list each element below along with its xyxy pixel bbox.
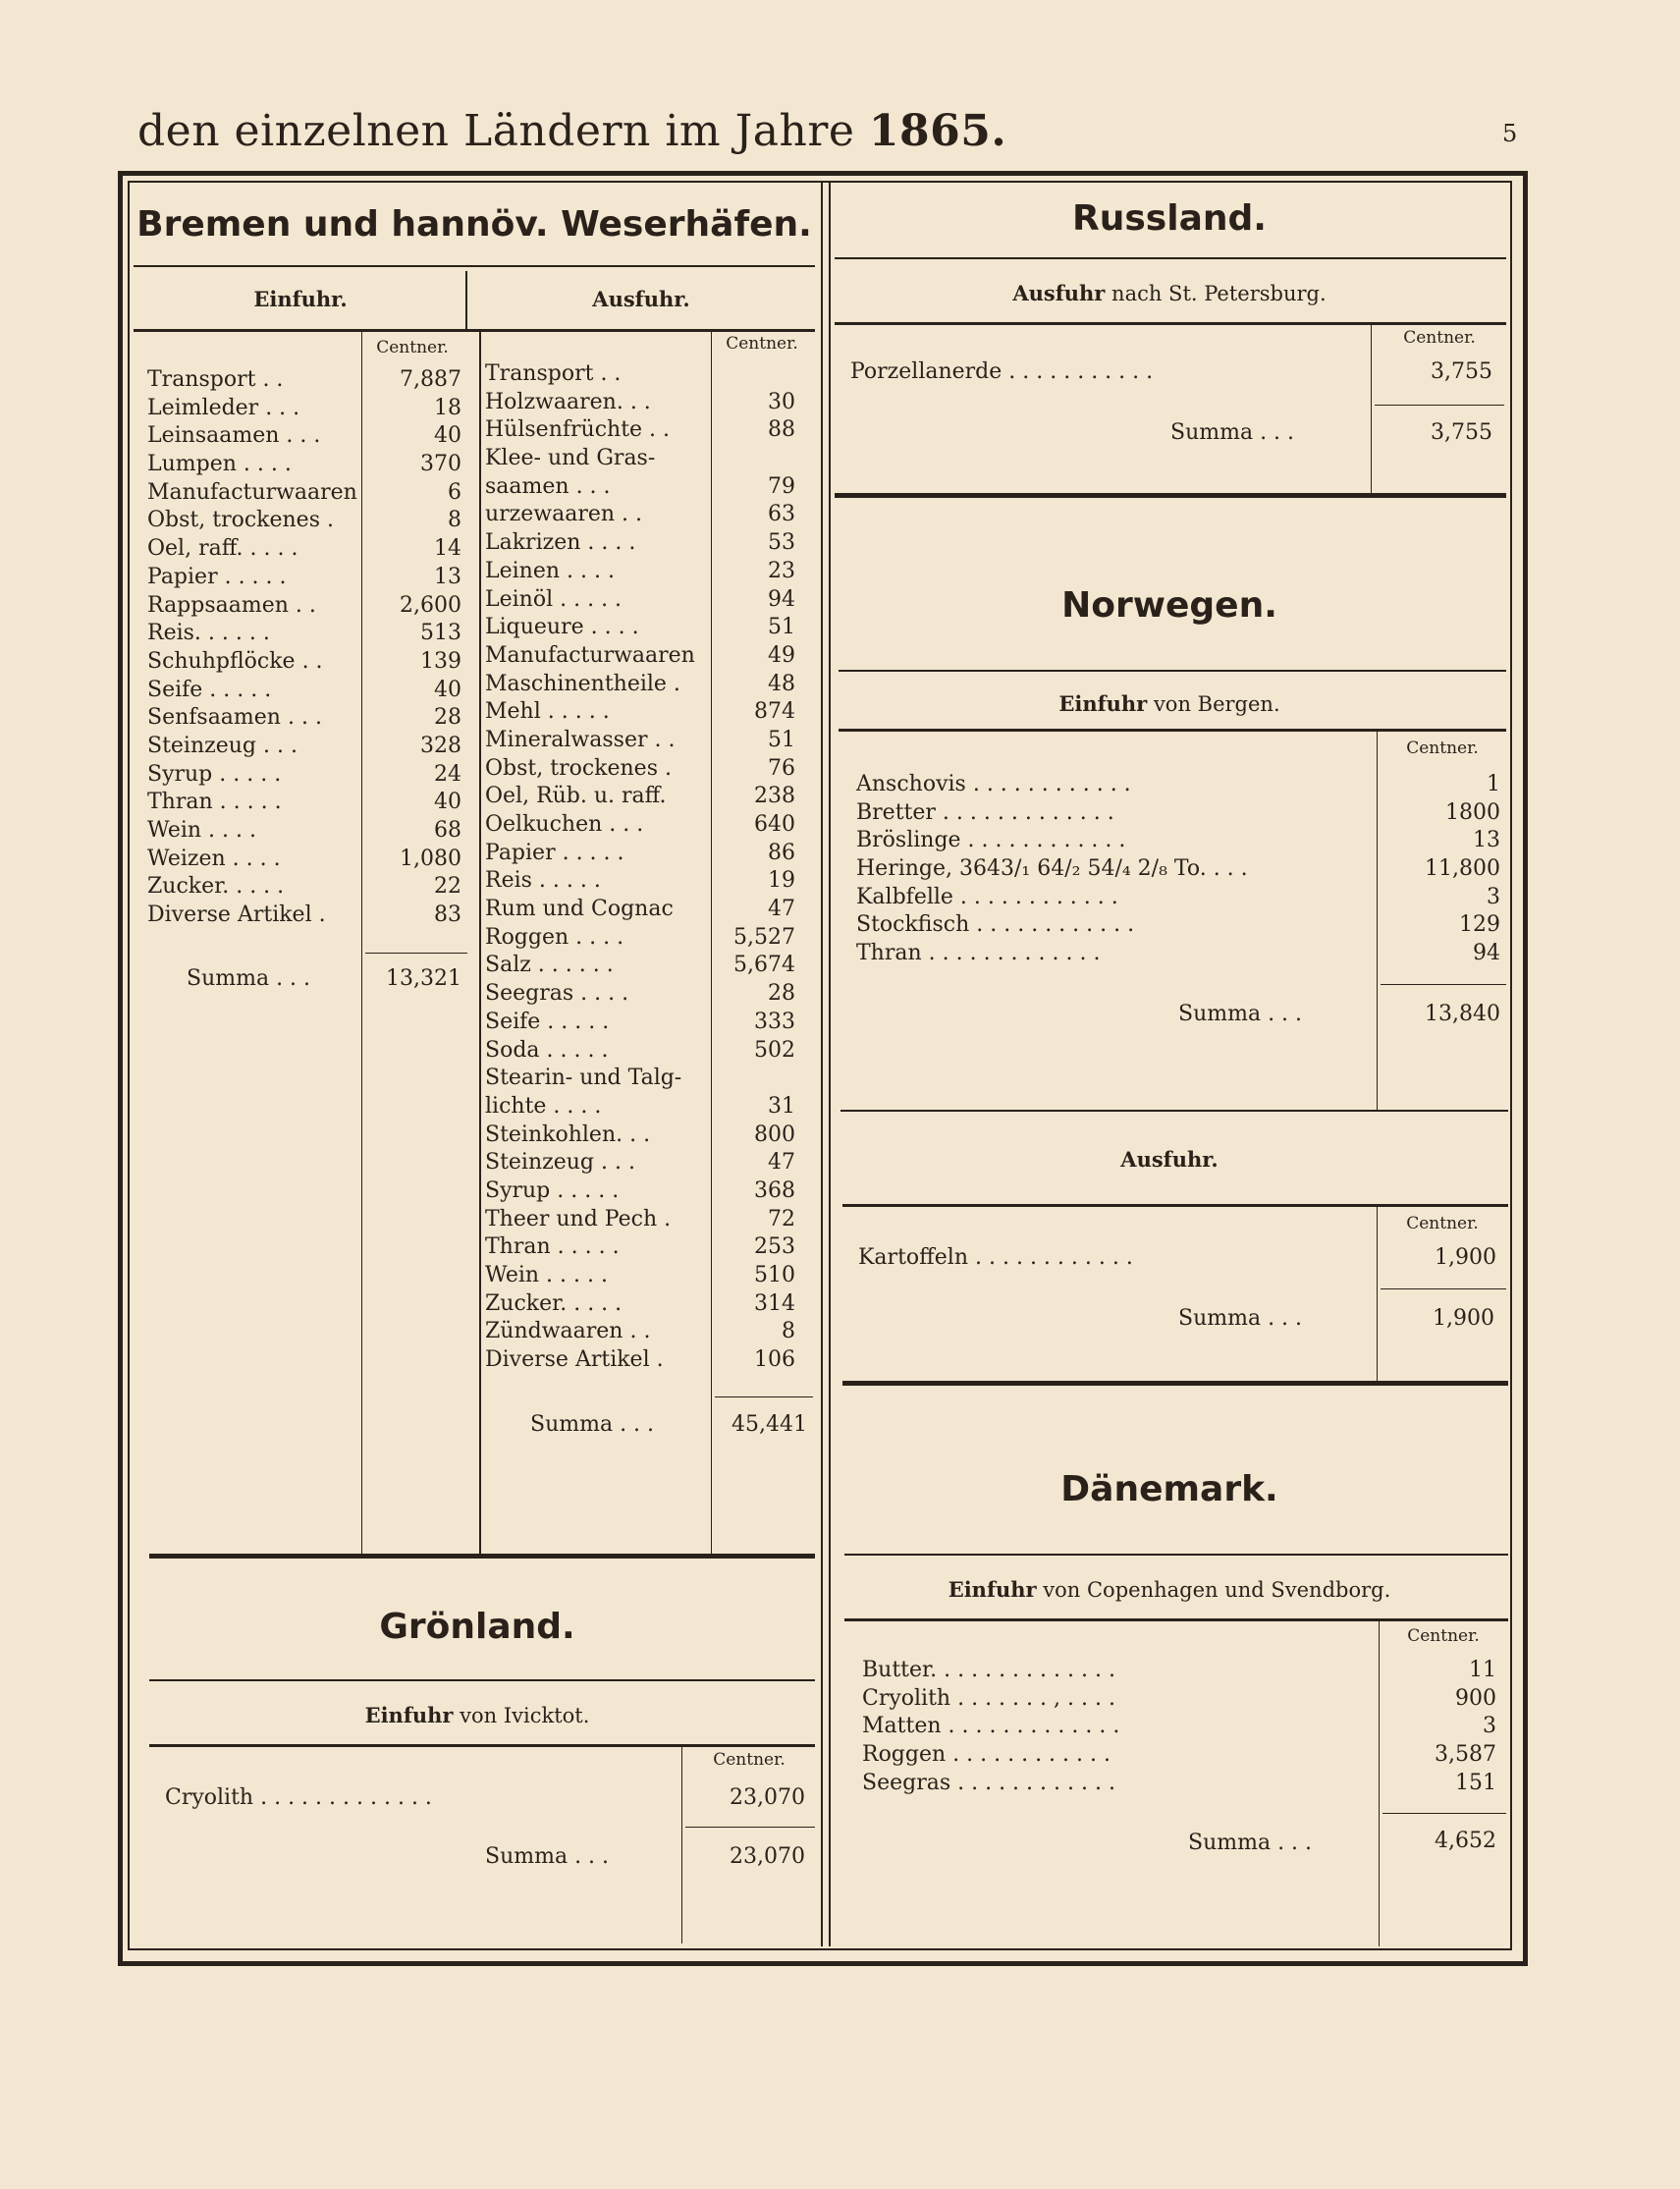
russland-unit: Centner. [1403,328,1476,348]
table-row [147,508,461,536]
norwegen-ausfuhr-header-rule [842,1204,1508,1207]
bremen-title: Bremen und hannöv. Weserhäfen. [136,204,812,245]
row-value: 5,674 [733,953,795,978]
table-row [485,615,803,643]
russland-subtitle-rest: nach St. Petersburg. [1111,282,1327,305]
row-value: 51 [768,727,795,752]
daenemark-title: Dänemark. [1060,1469,1278,1509]
daenemark-summa: 4,652 [1435,1829,1496,1853]
row-value: 6 [448,479,461,505]
table-row [485,756,803,785]
row-name: Salz . . . . . . [485,953,614,978]
page-header-text: den einzelnen Ländern im Jahre [137,106,855,156]
row-name: urzewaaren . . [485,502,643,527]
russland-title-rule [835,257,1506,259]
row-name: Theer und Pech . [485,1206,672,1231]
daenemark-unit: Centner. [1407,1626,1480,1646]
row-value: 800 [754,1122,795,1147]
row-name: Lumpen . . . . [147,452,292,477]
row-name: Butter. . . . . . . . . . . . . . [862,1658,1115,1682]
table-row [485,981,803,1010]
table-row [856,885,1500,913]
russland-summa: 3,755 [1431,420,1492,445]
row-name: Leinsaamen . . . [147,423,321,449]
row-value: 238 [754,784,795,809]
table-row [485,1038,803,1067]
bremen-header-rule [134,329,815,332]
row-name: Thran . . . . . [147,790,282,815]
row-name: Lakrizen . . . . [485,530,636,556]
row-value: 640 [754,812,795,837]
row-value: 7,887 [400,367,461,392]
table-row [485,1207,803,1235]
russland-sum-rule [1375,405,1504,406]
row-name: Thran . . . . . . . . . . . . . [856,941,1101,966]
row-name: Diverse Artikel . [147,903,326,928]
row-name: Bröslinge . . . . . . . . . . . . [856,828,1126,853]
row-value: 28 [768,981,795,1007]
row-name: Seife . . . . . [147,677,272,702]
row-value: 51 [768,615,795,640]
table-row [485,728,803,756]
row-name: Syrup . . . . . [485,1177,620,1203]
table-row [147,705,461,734]
table-row [862,1686,1502,1715]
table-row [485,1319,803,1347]
row-value: 129 [1459,912,1500,938]
row-value: 900 [1455,1685,1496,1711]
table-row [485,390,803,418]
row-name: Wein . . . . [147,818,256,843]
table-row [485,1234,803,1263]
norwegen-einfuhr-summa: 13,840 [1425,1002,1500,1026]
norwegen-unit: Centner. [1406,739,1479,758]
row-name: Kalbfelle . . . . . . . . . . . . [856,884,1118,909]
row-value: 76 [768,755,795,781]
bremen-ausfuhr-unit: Centner. [726,334,798,354]
row-name: Zündwaaren . . [485,1319,651,1344]
table-row [862,1742,1502,1771]
table-row [147,396,461,424]
bremen-einfuhr-unit: Centner. [376,338,449,357]
page-header [137,106,1006,156]
row-value: 72 [768,1206,795,1231]
norwegen-bottom-rule [842,1381,1508,1386]
row-value: 63 [768,502,795,527]
row-value: 22 [434,874,461,900]
row-name: Rappsaamen . . [147,592,316,618]
row-name: Matten . . . . . . . . . . . . . [862,1714,1120,1739]
groenland-subtitle-rest: von Ivicktot. [460,1704,590,1727]
row-name: Diverse Artikel . [485,1347,664,1373]
row-value: 2,600 [400,592,461,618]
row-value: 13 [434,564,461,589]
russland-title: Russland. [1072,198,1267,239]
row-name: Manufacturwaaren [485,642,695,668]
table-row [147,621,461,649]
table-row [856,941,1500,969]
norwegen-einfuhr-list [856,772,1500,969]
row-name: Reis. . . . . . [147,621,270,646]
norwegen-subtitle [831,691,1508,716]
column-divider-left [821,181,823,1946]
row-value: 370 [420,452,461,477]
row-value: 23 [768,558,795,583]
row-name: Zucker. . . . . [147,874,285,900]
table-row [862,1714,1502,1742]
row-name: Mehl . . . . . [485,699,610,725]
norwegen-subtitle-rest: von Bergen. [1153,692,1280,716]
row-value: 19 [768,868,795,894]
row-value: 30 [768,389,795,414]
table-row [147,536,461,565]
row-name: Bretter . . . . . . . . . . . . . [856,799,1114,825]
row-value: 874 [754,699,795,725]
norwegen-ausfuhr-summa-label: Summa . . . [1178,1306,1303,1331]
row-name: saamen . . . [485,473,611,499]
row-name: Leinöl . . . . . [485,586,623,612]
daenemark-subtitle-rest: von Copenhagen und Svendborg. [1043,1578,1391,1602]
bremen-einfuhr-sum-rule [365,953,467,954]
row-value: 328 [420,733,461,758]
row-name: Heringe, 3643/₁ 64/₂ 54/₄ 2/₈ To. . . . [856,856,1248,882]
row-name: Oel, Rüb. u. raff. [485,784,667,809]
table-row [485,953,803,981]
table-row [147,790,461,818]
row-value: 510 [754,1263,795,1287]
row-name: Oel, raff. . . . . [147,536,298,562]
row-name: Steinkohlen. . . [485,1122,651,1147]
table-row [147,452,461,480]
row-value: 106 [754,1347,795,1373]
row-value: 48 [768,671,795,696]
row-name: Holzwaaren. . . [485,389,651,414]
row-value: 13 [1473,828,1500,853]
table-row [165,1785,805,1813]
row-name: Weizen . . . . [147,846,281,871]
bremen-ausfuhr-summa-label: Summa . . . [530,1412,655,1437]
groenland-sum-rule [685,1827,815,1828]
norwegen-mid-rule [840,1110,1508,1112]
table-row [856,828,1500,856]
table-row [485,559,803,587]
row-value: 3,587 [1435,1742,1496,1768]
row-name: Senfsaamen . . . [147,705,322,731]
row-value: 86 [768,840,795,865]
bremen-ausfuhr-list [485,361,803,1376]
row-value: 8 [782,1319,795,1344]
row-name: Anschovis . . . . . . . . . . . . [856,772,1131,796]
row-name: Seegras . . . . . . . . . . . . [862,1770,1115,1795]
row-value: 40 [434,423,461,449]
table-row [485,784,803,812]
table-row [147,874,461,903]
row-value: 53 [768,530,795,556]
table-row [485,699,803,728]
groenland-value-rule [681,1747,682,1943]
row-name: Rum und Cognac [485,897,674,922]
row-value: 40 [434,677,461,702]
table-row [147,903,461,931]
norwegen-ausfuhr-list [858,1245,1500,1273]
table-row [147,423,461,452]
row-value: 513 [420,621,461,646]
row-value: 314 [754,1290,795,1316]
table-row [485,812,803,841]
row-name: Roggen . . . . . . . . . . . . [862,1742,1111,1768]
row-value: 68 [434,818,461,843]
table-row [147,480,461,509]
row-value: 79 [768,473,795,499]
row-value: 1,900 [1435,1245,1496,1270]
russland-summa-label: Summa . . . [1170,420,1295,445]
row-name: Stockfisch . . . . . . . . . . . . [856,912,1135,938]
row-name: Klee- und Gras- [485,446,656,471]
row-name: Kartoffeln . . . . . . . . . . . . [858,1245,1133,1270]
row-value: 31 [768,1093,795,1119]
row-value: 94 [768,586,795,612]
table-row [862,1658,1502,1686]
row-name: Leinen . . . . [485,558,615,583]
page-header-year: 1865. [868,106,1007,156]
row-name: Liqueure . . . . [485,615,639,640]
table-row [485,587,803,616]
table-row [485,672,803,700]
column-divider-right [829,181,831,1946]
row-name: Seife . . . . . [485,1009,610,1034]
row-name: Papier . . . . . [147,564,287,589]
row-value: 49 [768,642,795,668]
row-value: 139 [420,648,461,674]
groenland-title-rule [149,1679,815,1681]
russland-header-rule [835,322,1506,325]
row-value: 24 [434,761,461,787]
row-value: 3 [1483,1714,1496,1739]
row-name: Oelkuchen . . . [485,812,644,837]
table-row [858,1245,1500,1273]
table-row [147,367,461,396]
row-value: 14 [434,536,461,562]
row-name: Syrup . . . . . [147,761,282,787]
row-name: Porzellanerde . . . . . . . . . . . [850,359,1154,384]
row-value: 333 [754,1009,795,1034]
row-value: 28 [434,705,461,731]
row-name: Seegras . . . . [485,981,629,1007]
groenland-summa-label: Summa . . . [485,1844,610,1869]
table-row [485,1178,803,1207]
table-row [485,868,803,897]
bremen-einfuhr-label: Einfuhr. [253,287,348,311]
russland-list [850,359,1498,387]
table-row [485,1010,803,1038]
norwegen-header-rule [839,729,1506,732]
table-row [147,762,461,791]
norwegen-ausfuhr-sum-rule [1381,1288,1506,1289]
row-name: Cryolith . . . . . . . . . . . . . [165,1785,432,1810]
table-row [856,856,1500,885]
russland-bottom-rule [835,493,1506,498]
bremen-einfuhr-summa-label: Summa . . . [187,966,311,991]
row-name: Transport . . [147,367,284,392]
bremen-ausfuhr-sum-rule [715,1396,813,1397]
bremen-einfuhr-list [147,367,461,931]
table-row [147,593,461,622]
table-row [485,1263,803,1291]
table-row [856,800,1500,829]
table-row [850,359,1498,387]
row-value: 88 [768,417,795,443]
row-value: 3 [1487,884,1500,909]
row-name: Transport . . [485,361,622,386]
norwegen-einfuhr-sum-rule [1381,984,1506,985]
daenemark-subtitle [831,1577,1508,1602]
bremen-title-rule [134,265,815,267]
row-value: 11,800 [1425,856,1500,882]
bremen-ausfuhr-label: Ausfuhr. [592,287,690,311]
row-name: Maschinentheile . [485,671,680,696]
table-row [147,818,461,847]
row-name: Soda . . . . . [485,1037,609,1063]
row-value: 368 [754,1177,795,1203]
row-name: Thran . . . . . [485,1234,620,1260]
row-name: Mineralwasser . . [485,727,676,752]
bremen-mid-rule [479,332,481,1554]
table-row [856,772,1500,800]
table-row [147,678,461,706]
table-row [147,565,461,593]
table-row [485,502,803,530]
norwegen-subtitle-bold: Einfuhr [1058,691,1148,716]
row-value: 40 [434,790,461,815]
table-row [485,417,803,446]
groenland-list [165,1785,805,1813]
daenemark-list [862,1658,1502,1798]
row-value: 3,755 [1431,359,1492,384]
norwegen-title-rule [839,670,1506,672]
row-name: Obst, trockenes . [485,755,672,781]
norwegen-ausfuhr-summa: 1,900 [1433,1306,1494,1331]
bremen-ausfuhr-summa: 45,441 [732,1412,807,1437]
row-name: Schuhpflöcke . . [147,648,323,674]
table-row [856,912,1500,941]
table-row [147,649,461,678]
table-row [485,897,803,925]
bremen-header-divider [465,271,467,330]
table-row [485,474,803,503]
table-row [485,361,803,390]
table-row [485,1291,803,1320]
table-row [485,1094,803,1122]
row-name: Leimleder . . . [147,395,300,420]
row-value: 502 [754,1037,795,1063]
row-value: 1 [1487,772,1500,796]
row-value: 5,527 [733,924,795,950]
row-value: 23,070 [730,1785,805,1810]
groenland-header-rule [149,1744,815,1747]
table-row [485,446,803,474]
row-value: 11 [1469,1658,1496,1682]
russland-subtitle-bold: Ausfuhr [1012,281,1106,305]
table-row [485,925,803,954]
row-value: 151 [1455,1770,1496,1795]
table-row [485,1122,803,1151]
row-name: Hülsenfrüchte . . [485,417,671,443]
norwegen-ausfuhr-unit: Centner. [1406,1214,1479,1233]
groenland-unit: Centner. [713,1750,786,1770]
table-row [147,847,461,875]
row-name: Steinzeug . . . [485,1150,635,1176]
row-name: Wein . . . . . [485,1263,608,1287]
row-value: 47 [768,897,795,922]
row-name: Zucker. . . . . [485,1290,623,1316]
row-name: Roggen . . . . [485,924,624,950]
russland-subtitle [831,281,1508,305]
daenemark-header-rule [844,1618,1508,1621]
groenland-subtitle [134,1703,821,1727]
row-name: Steinzeug . . . [147,733,298,758]
row-name: Obst, trockenes . [147,508,334,533]
row-name: Papier . . . . . [485,840,624,865]
row-name: Reis . . . . . [485,868,601,894]
row-value: 94 [1473,941,1500,966]
daenemark-sum-rule [1382,1813,1506,1814]
row-name: Stearin- und Talg- [485,1066,682,1091]
row-value: 1800 [1445,799,1500,825]
row-value: 18 [434,395,461,420]
table-row [485,643,803,672]
bremen-bottom-rule [149,1554,815,1559]
table-row [485,1066,803,1094]
table-row [862,1771,1502,1799]
row-value: 47 [768,1150,795,1176]
groenland-summa: 23,070 [730,1844,805,1869]
daenemark-title-rule [844,1554,1508,1556]
row-value: 8 [448,508,461,533]
row-value: 253 [754,1234,795,1260]
row-name: Manufacturwaaren [147,479,357,505]
table-row [485,841,803,869]
row-name: lichte . . . . [485,1093,602,1119]
groenland-title: Grönland. [379,1607,575,1647]
table-row [147,734,461,762]
norwegen-ausfuhr-value-rule [1377,1207,1378,1384]
row-value: 1,080 [400,846,461,871]
table-row [485,1150,803,1178]
table-row [485,530,803,559]
groenland-subtitle-bold: Einfuhr [364,1703,454,1727]
bremen-einfuhr-summa: 13,321 [386,966,461,991]
row-value: 83 [434,903,461,928]
daenemark-summa-label: Summa . . . [1188,1831,1313,1855]
page-number: 5 [1502,120,1518,147]
norwegen-ausfuhr-title: Ausfuhr. [1120,1147,1219,1172]
daenemark-subtitle-bold: Einfuhr [948,1577,1037,1602]
norwegen-title: Norwegen. [1061,585,1277,626]
russland-value-rule [1371,325,1372,494]
norwegen-einfuhr-summa-label: Summa . . . [1178,1002,1303,1026]
table-row [485,1347,803,1376]
row-name: Cryolith . . . . . . . , . . . . [862,1685,1115,1711]
